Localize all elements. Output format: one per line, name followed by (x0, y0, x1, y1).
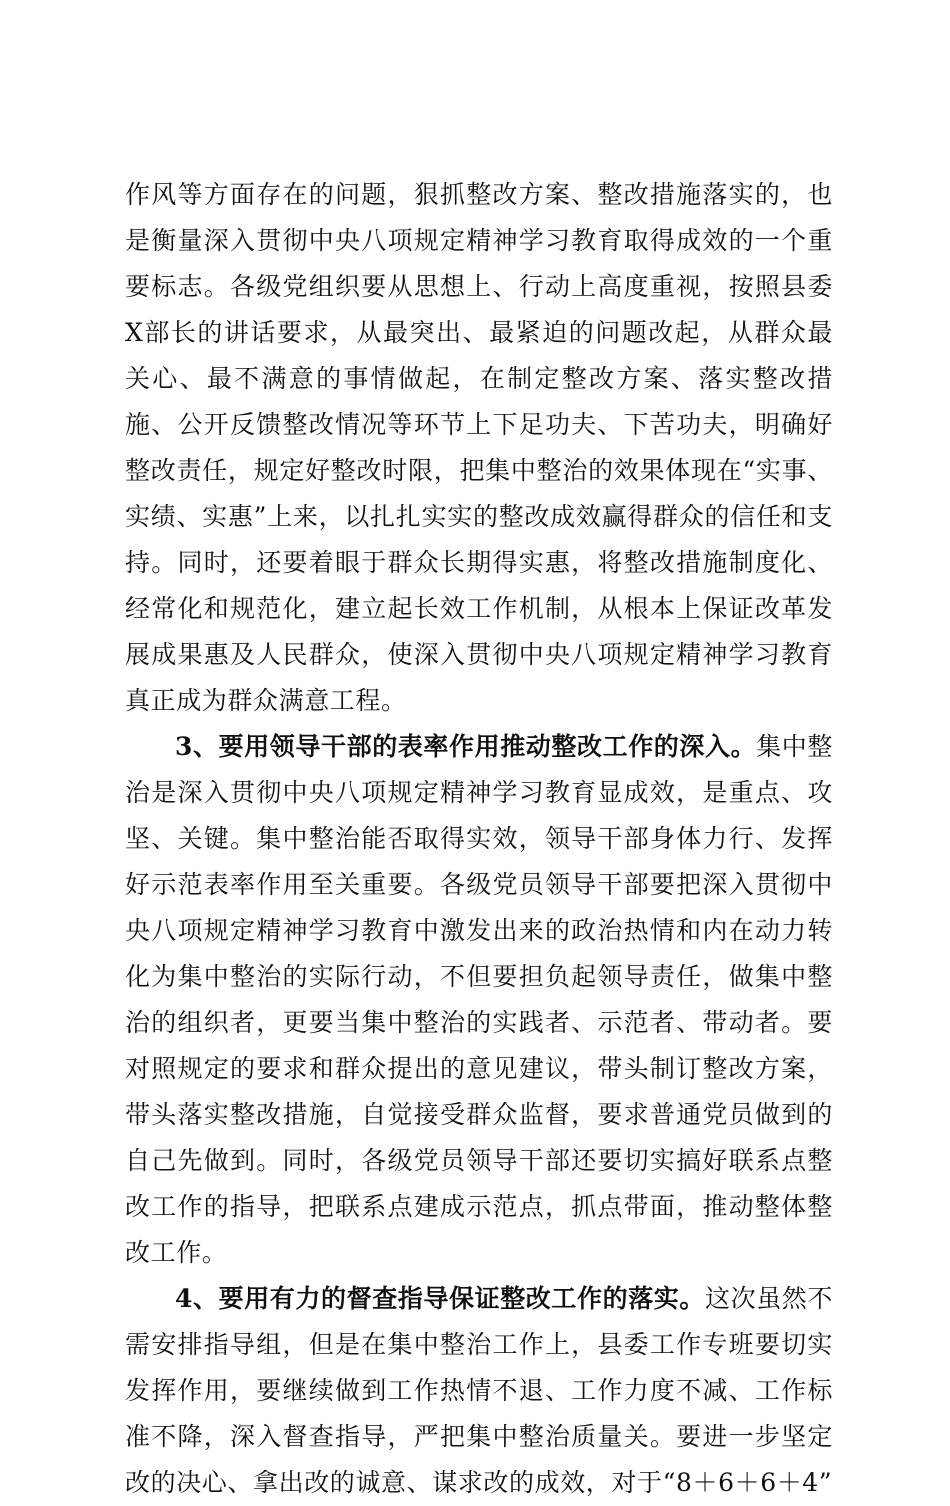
paragraph-body: 作风等方面存在的问题，狠抓整改方案、整改措施落实的，也是衡量深入贯彻中央八项规定精神学习教育取得成效的一个重要标志。各级党组织要从思想上、行动上高度重视，按照县委X部长的讲话要求，从最突出、最紧迫的问题改起，从群众最关心、最不满意的事情做起，在制定整改方案、落实整改措施、公开反馈整改情况等环节上下足功夫、下苦功夫，明确好整改责任，规定好整改时限，把集中整治的效果体现在“实事、实绩、实惠”上来，以扎扎实实的整改成效赢得群众的信任和支持。同时，还要着眼于群众长期得实惠，将整改措施制度化、经常化和规范化，建立起长效工作机制，从根本上保证改革发展成果惠及人民群众，使深入贯彻中央八项规定精神学习教育真正成为群众满意工程。 (125, 180, 833, 715)
paragraph-body: 集中整治是深入贯彻中央八项规定精神学习教育显成效，是重点、攻坚、关键。集中整治能否取得实效，领导干部身体力行、发挥好示范表率作用至关重要。各级党员领导干部要把深入贯彻中央八项规定精神学习教育中激发出来的政治热情和内在动力转化为集中整治的实际行动，不但要担负起领导责任，做集中整治的组织者，更要当集中整治的实践者、示范者、带动者。要对照规定的要求和群众提出的意见建议，带头制订整改方案，带头落实整改措施，自觉接受群众监督，要求普通党员做到的自己先做到。同时，各级党员领导干部还要切实搞好联系点整改工作的指导，把联系点建成示范点，抓点带面，推动整体整改工作。 (125, 732, 834, 1267)
paragraph-continuation (125, 172, 833, 724)
paragraph-heading: 3、要用领导干部的表率作用推动整改工作的深入。 (175, 732, 757, 761)
paragraph-4 (125, 1276, 833, 1506)
paragraph-3 (125, 724, 833, 1276)
paragraph-heading: 4、要用有力的督查指导保证整改工作的落实。 (175, 1284, 705, 1313)
paragraph-body: 这次虽然不需安排指导组，但是在集中整治工作上，县委工作专班要切实发挥作用，要继续做到工作热情不退、工作力度不减、工作标准不降，深入督查指导，严把集中整治质量关。要进一步坚定改的决心、拿出改的诚意、谋求改的成效，对于“8＋6＋6＋4” (125, 1284, 834, 1497)
document-body (125, 172, 833, 1506)
